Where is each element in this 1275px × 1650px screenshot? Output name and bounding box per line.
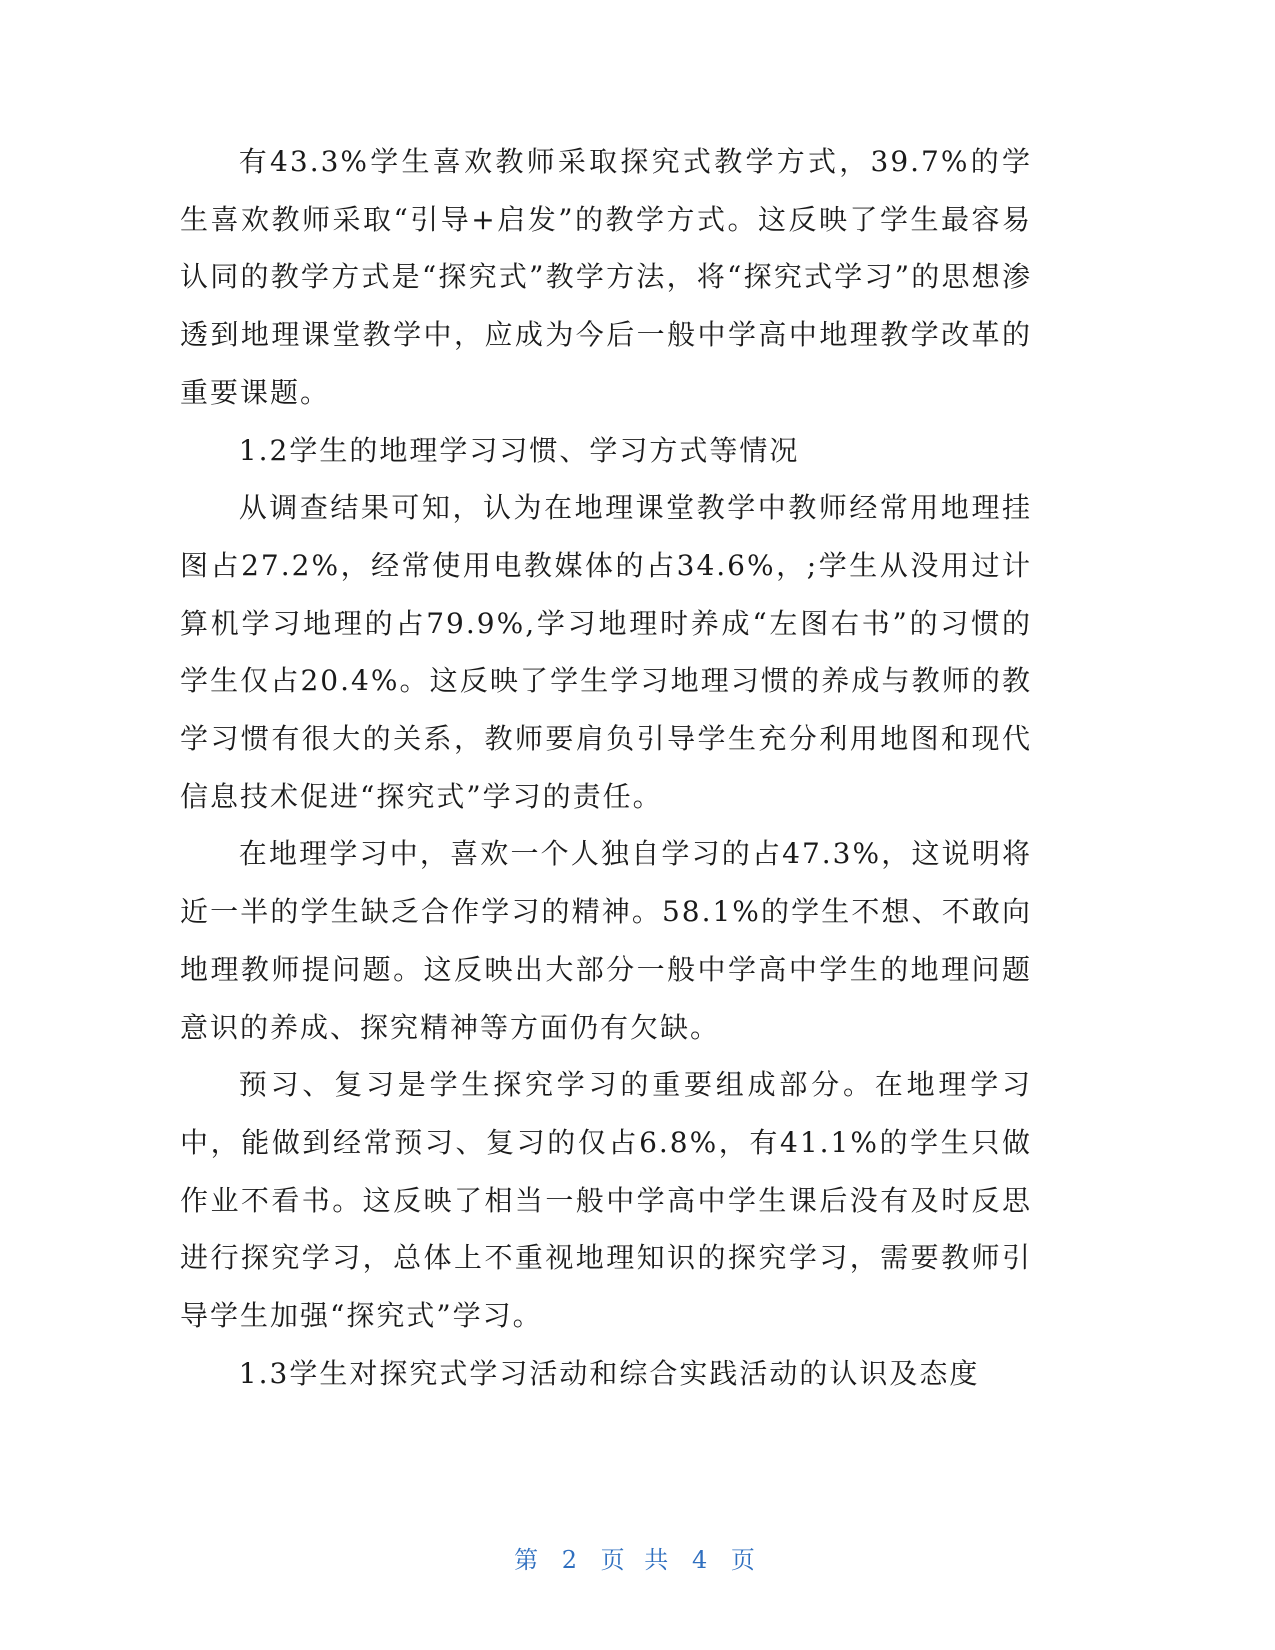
section-heading-1-3: 1.3学生对探究式学习活动和综合实践活动的认识及态度 bbox=[238, 1356, 980, 1390]
document-body bbox=[180, 133, 1032, 1402]
footer-prefix: 第 bbox=[514, 1546, 545, 1574]
paragraph-4: 预习、复习是学生探究学习的重要组成部分。在地理学习中，能做到经常预习、复习的仅占6.8%，有41.1%的学生只做作业不看书。这反映了相当一般中学高中学生课后没有及时反思进行探究学习，总体上不重视地理知识的探究学习，需要教师引导学生加强“探究式”学习。 bbox=[180, 1068, 1032, 1333]
section-heading-1-2: 1.2学生的地理学习习惯、学习方式等情况 bbox=[238, 433, 800, 467]
paragraph-2: 从调查结果可知，认为在地理课堂教学中教师经常用地理挂图占27.2%，经常使用电教媒体的占34.6%，;学生从没用过计算机学习地理的占79.9%,学习地理时养成“左图右书”的习惯的学生仅占20.4%。这反映了学生学习地理习惯的养成与教师的教学习惯有很大的关系，教师要肩负引导学生充分利用地图和现代信息技术促进“探究式”学习的责任。 bbox=[180, 491, 1032, 813]
footer-suffix: 页 bbox=[730, 1546, 761, 1574]
page-footer bbox=[0, 1540, 1275, 1575]
footer-total-pages: 4 bbox=[691, 1546, 714, 1574]
paragraph-3: 在地理学习中，喜欢一个人独自学习的占47.3%，这说明将近一半的学生缺乏合作学习的精神。58.1%的学生不想、不敢向地理教师提问题。这反映出大部分一般中学高中学生的地理问题意识的养成、探究精神等方面仍有欠缺。 bbox=[180, 837, 1032, 1044]
footer-middle: 页 共 bbox=[600, 1546, 675, 1574]
footer-current-page: 2 bbox=[561, 1546, 584, 1574]
paragraph-1: 有43.3%学生喜欢教师采取探究式教学方式，39.7%的学生喜欢教师采取“引导+启发”的教学方式。这反映了学生最容易认同的教学方式是“探究式”教学方法，将“探究式学习”的思想渗透到地理课堂教学中，应成为今后一般中学高中地理教学改革的重要课题。 bbox=[180, 145, 1032, 409]
